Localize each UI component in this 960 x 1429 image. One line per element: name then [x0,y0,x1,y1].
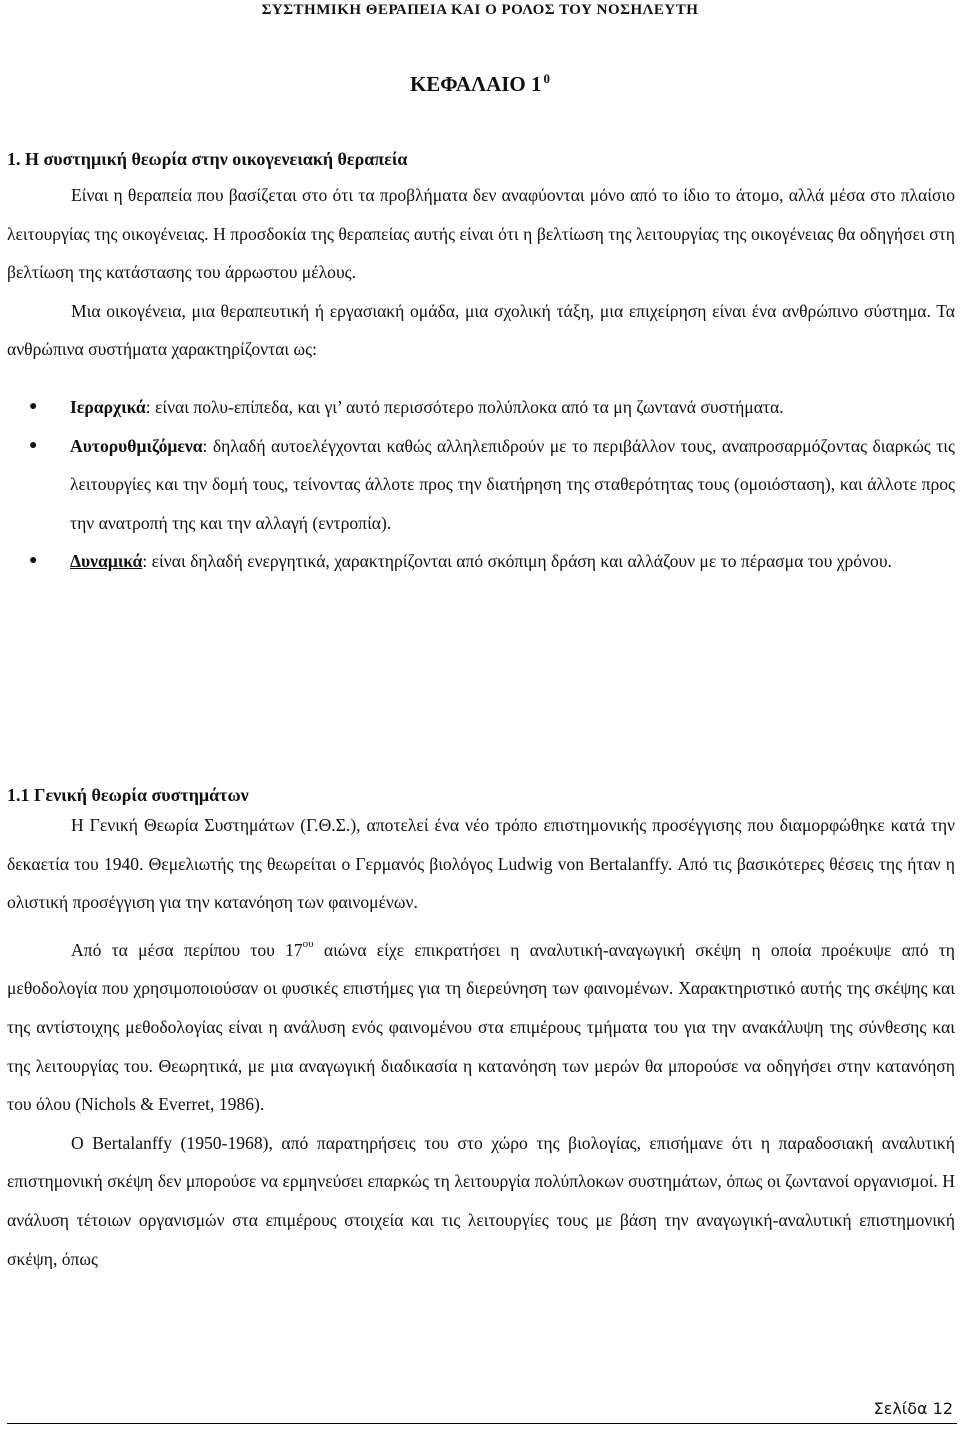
section-heading: 1. Η συστημική θεωρία στην οικογενειακή θεραπεία [7,149,408,169]
section-heading: 1.1 Γενική θεωρία συστημάτων [7,785,249,805]
paragraph: Ο Bertalanffy (1950-1968), από παρατηρήσεις του στο χώρο της βιολογίας, επισήμανε ότι η παραδοσιακή αναλυτική επιστημονική σκέψη δεν μπορούσε να ερμηνεύσει επαρκώς τη λειτουργία πολύπλοκων συστημάτων, όπως οι ζωντανοί οργανισμοί. Η ανάλυση τέτοιων οργανισμών στα επιμέρους στοιχεία και τις λειτουργίες τους με βάση την αναγωγική-αναλυτική επιστημονική σκέψη, όπως [7,1132,955,1269]
ordinal-superscript: ου [302,937,314,950]
chapter-title [0,64,960,99]
page-number: Σελίδα 12 [873,1399,953,1418]
bullet-icon: ● [29,553,38,569]
running-header: ΣΥΣΤΗΜΙΚΗ ΘΕΡΑΠΕΙΑ ΚΑΙ Ο ΡΟΛΟΣ ΤΟΥ ΝΟΣΗΛΕΥΤΗ [261,2,699,18]
paragraph: Μια οικογένεια, μια θεραπευτική ή εργασιακή ομάδα, μια σχολική τάξη, μια επιχείρηση είναι ένα ανθρώπινο σύστημα. Τα ανθρώπινα συστήματα χαρακτηρίζονται ως: [7,300,955,360]
bullet-text: : είναι δηλαδή ενεργητικά, χαρακτηρίζονται από σκόπιμη δράση και αλλάζουν με το πέρασμα του χρόνου. [142,551,892,572]
bullet-list [7,388,955,581]
bullet-text: : είναι πολυ-επίπεδα, και γι’ αυτό περισσότερο πολύπλοκα από τα μη ζωντανά συστήματα. [145,396,784,417]
section-1-1 [7,780,955,1278]
bullet-icon: ● [29,437,38,453]
bullet-item-self-regulating [7,427,955,543]
bullet-text: : δηλαδή αυτοελέγχονται καθώς αλληλεπιδρούν με το περιβάλλον τους, αναπροσαρμόζοντας διαρκώς τις λειτουργίες και την δομή τους, τείνοντας άλλοτε προς την διατήρηση της σταθερότητας τους (ομοιόσταση), και άλλοτε προς την ανατροπή της και την αλλαγή (εντροπία). [70,435,955,533]
paragraph-text: αιώνα είχε επικρατήσει η αναλυτική-αναγωγική σκέψη η οποία προέκυψε από τη μεθοδολογία που χρησιμοποιούσαν οι φυσικές επιστήμες για τη διερεύνηση των φαινομένων. Χαρακτηριστικό αυτής της σκέψης και της αντίστοιχης μεθοδολογίας είναι η ανάλυση ενός φαινομένου στα επιμέρους τμήματα του για την ανακάλυψη της σύνθεσης και της λειτουργίας του. Θεωρητικά, με μια αναγωγική διαδικασία η κατανόηση των μερών θα μπορούσε να οδηγήσει στην κατανόηση του όλου (Nichols & Everret, 1986). [7,939,955,1115]
paragraph: Είναι η θεραπεία που βασίζεται στο ότι τα προβλήματα δεν αναφύονται μόνο από το ίδιο το άτομο, αλλά μέσα στο πλαίσιο λειτουργίας της οικογένειας. Η προσδοκία της θεραπείας αυτής είναι ότι η βελτίωση της λειτουργίας της οικογένειας θα οδηγήσει στη βελτίωση της κατάστασης του άρρωστου μέλους. [7,185,955,283]
bullet-term: Δυναμικά [70,551,143,572]
section-1 [7,144,955,581]
bullet-term: Αυτορυθμιζόμενα [70,435,203,456]
bullet-item-hierarchical [7,388,955,427]
chapter-title-superscript: 0 [543,71,551,86]
paragraph: Η Γενική Θεωρία Συστημάτων (Γ.Θ.Σ.), αποτελεί ένα νέο τρόπο επιστημονικής προσέγγισης που διαμορφώθηκε κατά την δεκαετία του 1940. Θεμελιωτής της θεωρείται ο Γερμανός βιολόγος Ludwig von Bertalanffy. Από τις βασικότερες θέσεις της ήταν η ολιστική προσέγγιση για την κατανόηση των φαινομένων. [7,815,955,913]
paragraph [7,925,955,1124]
bullet-icon: ● [29,398,38,414]
paragraph-text: Από τα μέσα περίπου του 17 [71,939,303,960]
bullet-item-dynamic [7,542,955,581]
bullet-term: Ιεραρχικά [70,396,146,417]
chapter-title-text: ΚΕΦΑΛΑΙΟ 1 [409,72,542,96]
footer-rule [7,1423,957,1424]
